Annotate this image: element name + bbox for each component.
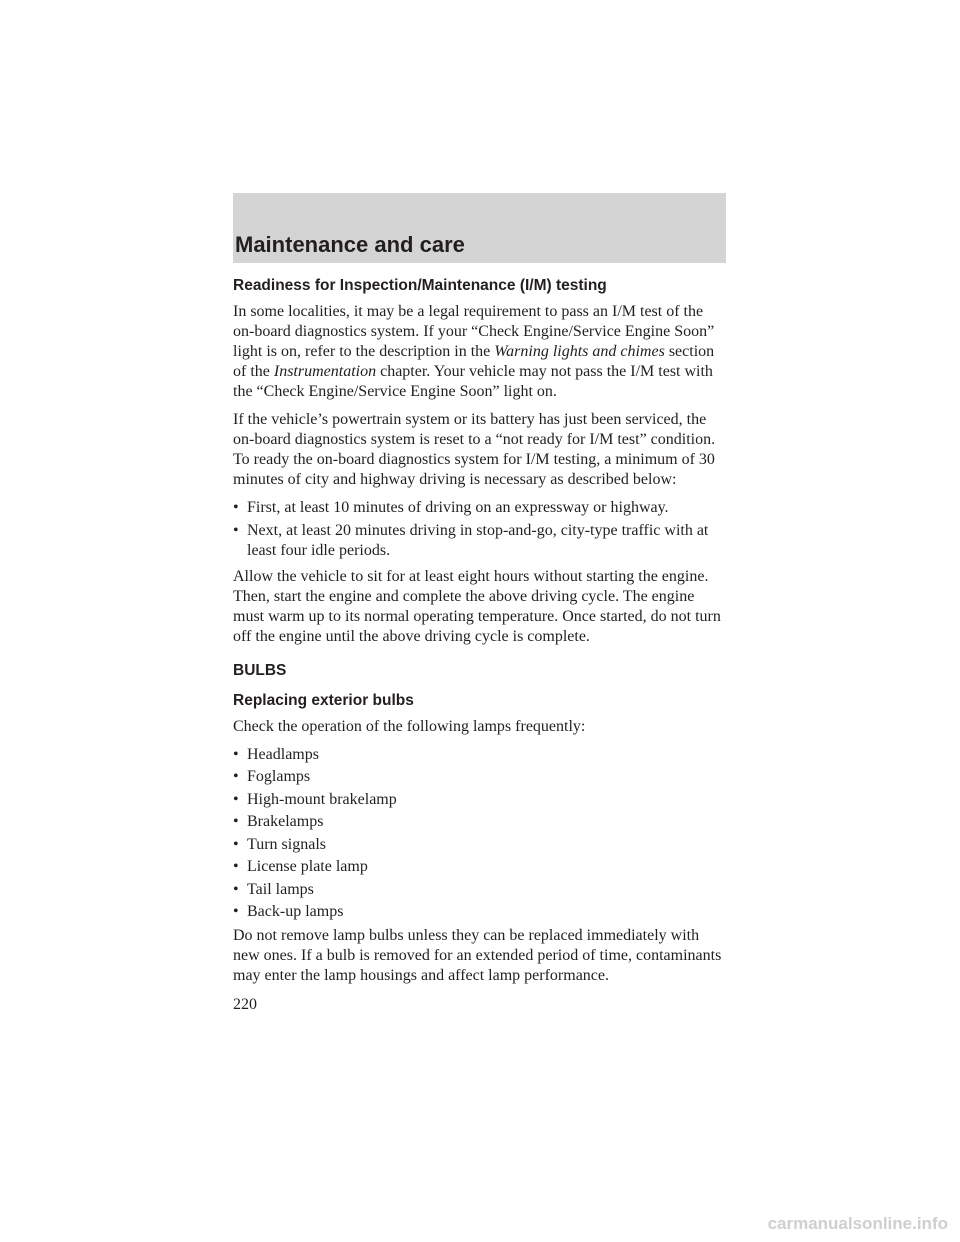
bullet-icon: • [233, 880, 239, 898]
page-number: 220 [233, 996, 257, 1013]
driving-steps-list [233, 498, 727, 561]
list-item [233, 857, 727, 877]
list-item-text: Foglamps [247, 768, 311, 785]
list-item [233, 835, 727, 855]
im-paragraph-1-a: In some localities, it may be a legal requirement to pass an I/M test of the on-board diagnostics system. If your “Check Engine/Service Engine Soon” light is on, refer to the description in the [233, 303, 715, 360]
bulbs-closing-paragraph: Do not remove lamp bulbs unless they can be replaced immediately with new ones. If a bulb is removed for an extended period of time, contaminants may enter the lamp housings and affect lamp performance. [233, 927, 722, 984]
bullet-icon: • [233, 768, 239, 785]
list-item [233, 812, 727, 832]
im-heading: Readiness for Inspection/Maintenance (I/M) testing [233, 277, 607, 294]
instrumentation-reference: Instrumentation [273, 363, 377, 380]
replacing-bulbs-subheading: Replacing exterior bulbs [233, 691, 414, 709]
list-item [233, 767, 727, 787]
bullet-icon: • [233, 813, 239, 830]
warning-lights-reference: Warning lights and chimes [494, 343, 665, 360]
list-item [233, 790, 727, 810]
bulbs-intro: Check the operation of the following lamps frequently: [233, 717, 586, 735]
im-paragraph-1-c: chapter. Your vehicle may not pass the I/M test with the “Check Engine/Service Engine Soon” light on. [233, 363, 713, 400]
bullet-icon: • [233, 903, 239, 920]
list-item-text: Headlamps [247, 745, 319, 763]
bullet-icon: • [233, 790, 239, 808]
list-item [233, 521, 727, 561]
list-item-text: High-mount brakelamp [247, 790, 397, 808]
list-item-text: Back-up lamps [247, 903, 344, 920]
bullet-icon: • [233, 835, 239, 853]
list-item [233, 745, 727, 765]
section-title: Maintenance and care [235, 232, 465, 257]
bullet-icon: • [233, 499, 239, 516]
im-paragraph-1 [233, 302, 727, 402]
list-item [233, 498, 727, 518]
bullet-icon: • [233, 521, 239, 539]
list-item-text: Tail lamps [247, 880, 314, 898]
list-item-text: First, at least 10 minutes of driving on an expressway or highway. [247, 499, 669, 516]
im-paragraph-2: If the vehicle’s powertrain system or its battery has just been serviced, the on-board diagnostics system is reset to a “not ready for I/M test” condition. To ready the on-board diagnostics system for I/M testing, a minimum of 30 minutes of city and highway driving is necessary as described below: [233, 411, 716, 488]
bullet-icon: • [233, 745, 239, 763]
list-item-text: License plate lamp [247, 858, 368, 875]
lamps-list [233, 745, 727, 923]
im-paragraph-1-b: section of the [233, 343, 715, 380]
bulbs-heading: BULBS [233, 661, 287, 679]
list-item [233, 880, 727, 900]
list-item-text: Brakelamps [247, 813, 324, 830]
page-content [233, 276, 727, 994]
list-item [233, 902, 727, 922]
bullet-icon: • [233, 858, 239, 875]
list-item-text: Turn signals [247, 835, 326, 853]
watermark: carmanualsonline.info [767, 1214, 948, 1233]
im-paragraph-3: Allow the vehicle to sit for at least eight hours without starting the engine. Then, start the engine and complete the above driving cycle. The engine must warm up to its normal operating temperature. Once started, do not turn off the engine until the above driving cycle is complete. [233, 567, 721, 645]
list-item-text: Next, at least 20 minutes driving in stop-and-go, city-type traffic with at least four idle periods. [247, 521, 709, 559]
